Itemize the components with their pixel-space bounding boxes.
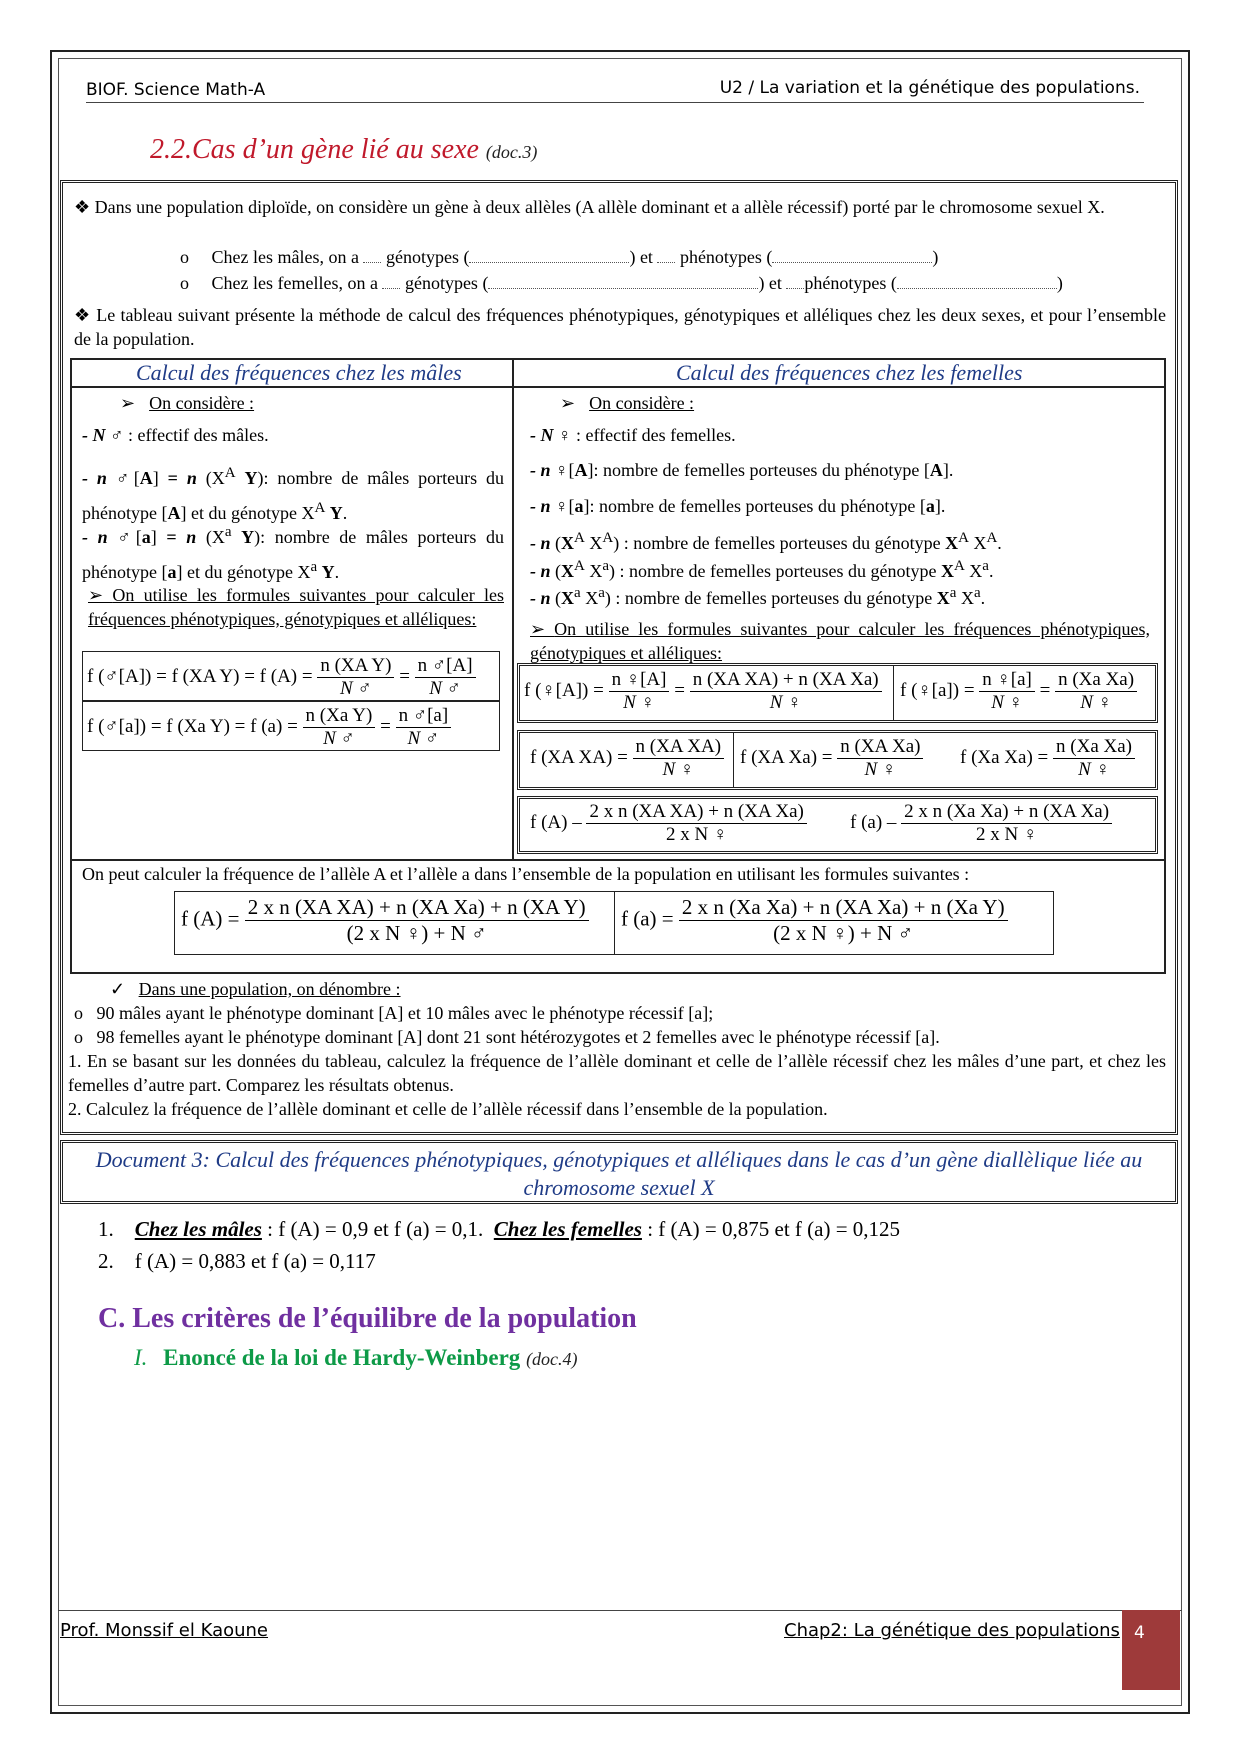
section-c-title: C. Les critères de l’équilibre de la population — [98, 1303, 637, 1334]
female-formula-allele-A — [530, 801, 807, 846]
formula-lhs: f (♂[a]) = f (Xa Y) = f (a) = — [87, 715, 298, 737]
formula-lhs: f (a) = — [621, 906, 674, 931]
females-def-3: - n ($X^A$ $X^A$) : nombre de femelles porteuses du génotype $X^A$ $X^A$. — [530, 530, 1002, 553]
formula-numerator: n (XA Xa) — [837, 736, 923, 759]
bullet-circle: o — [180, 247, 207, 267]
footer-divider — [58, 1610, 1182, 1611]
table-header-divider — [70, 386, 1166, 388]
formula-lhs: f (XA Xa) = — [740, 746, 833, 768]
formula-denominator: N ♀ — [1080, 692, 1112, 713]
females-genotypes-line — [180, 271, 1180, 295]
answer-2 — [98, 1249, 376, 1274]
females-phenotype-formulas — [517, 663, 1158, 723]
exercise-item-2 — [74, 1025, 940, 1049]
header-divider — [86, 102, 1144, 103]
formula-numerator: n ♀[a] — [979, 669, 1035, 692]
female-formula-allele-a — [850, 801, 1112, 846]
formula-lhs: f (a) – — [850, 811, 897, 833]
exercise-item-text: 98 femelles ayant le phénotype dominant [A] dont 21 sont hétérozygotes et 2 femelles avec le phénotype récessif [a]. — [96, 1027, 940, 1047]
answer-males-value: : f (A) = 0,9 et f (a) = 0,1. — [267, 1217, 484, 1241]
males-line-part: phénotypes ( — [679, 247, 773, 267]
blank-field[interactable] — [657, 248, 675, 263]
formula-fraction — [303, 705, 376, 750]
formula-denominator: N ♂ — [407, 728, 440, 749]
blank-field[interactable] — [469, 248, 629, 263]
blank-field[interactable] — [382, 274, 400, 289]
blank-field[interactable] — [488, 274, 758, 289]
females-formulas-intro-text: On utilise les formules suivantes pour calculer les fréquences phénotypiques, génotypiques et alléliques: — [530, 619, 1150, 663]
bullet-circle: o — [180, 273, 207, 293]
answer-females-value: : f (A) = 0,875 et f (a) = 0,125 — [647, 1217, 901, 1241]
section-title-text: 2.2.Cas d’un gène lié au sexe — [150, 134, 479, 165]
intro-text: ❖ Dans une population diploïde, on considère un gène à deux allèles (A allèle dominant et a allèle récessif) porté par le chromosome sexuel X. — [74, 197, 1105, 217]
answer-value: f (A) = 0,883 et f (a) = 0,117 — [134, 1249, 376, 1273]
males-def-a: - n ♂[a] = n ($X^a$ Y): nombre de mâles porteurs du phénotype [a] et du génotype $X^a$ Y. — [82, 524, 505, 582]
formula-divider — [614, 892, 615, 954]
formula-fraction — [679, 895, 1008, 946]
formula-denominator: (2 x N ♀) + N ♂ — [346, 921, 487, 945]
males-formula-a: f (♂[a]) = f (Xa Y) = f (a) = $\frac{\text{n (Xa Y)}}{N ♂}$ = $\frac{n ♂[a]}{N ♂}$ — [82, 701, 500, 751]
formula-numerator: n (XA Y) — [317, 655, 394, 678]
formula-denominator: N ♀ — [864, 759, 897, 780]
formula-fraction — [901, 801, 1112, 846]
males-line-part: ) — [932, 247, 939, 267]
table-intro: ❖ Le tableau suivant présente la méthode de calcul des fréquences phénotypiques, génotypiques et alléliques chez les deux sexes, et pour l’ensemble de la population. — [74, 305, 1166, 349]
males-consider: ➢ On considère : — [120, 393, 255, 413]
formula-fraction — [415, 655, 476, 700]
subtitle-number: I. — [134, 1345, 148, 1370]
females-consider-text: On considère : — [589, 393, 695, 413]
formula-numerator: n ♀[A] — [609, 669, 670, 692]
female-formula-a: f (♀[a]) = $\frac{n ♀[a]}{N ♀}$ = $\frac{\text{n (Xa Xa)}}{N ♀}$ — [900, 669, 1137, 714]
females-line-part: ) et — [758, 273, 782, 293]
formula-denominator: N ♀ — [991, 692, 1023, 713]
subtitle-text: Enoncé de la loi de Hardy-Weinberg — [163, 1345, 521, 1370]
formula-fraction — [317, 655, 394, 700]
exercise-item-1 — [74, 1001, 713, 1025]
formula-fraction — [1055, 669, 1137, 714]
answer-males-label: Chez les mâles — [134, 1217, 262, 1241]
females-line-part: Chez les femelles, on a — [211, 273, 378, 293]
footer-chapter: Chap2: La génétique des populations — [784, 1620, 1120, 1641]
formula-divider — [733, 733, 734, 787]
females-column-title: Calcul des fréquences chez les femelles — [676, 360, 1023, 385]
formula-denominator: (2 x N ♀) + N ♂ — [773, 921, 914, 945]
formula-lhs: f (XA XA) = — [530, 746, 628, 768]
formula-denominator: N ♀ — [769, 692, 802, 713]
males-formulas-intro: ➢ On utilise les formules suivantes pour calculer les fréquences phénotypiques, génotypiques et alléliques: — [88, 585, 504, 629]
formula-denominator: 2 x N ♀ — [976, 824, 1038, 845]
females-def-2: - n ♀[a]: nombre de femelles porteuses du phénotype [a]. — [530, 496, 946, 516]
document-caption: Document 3: Calcul des fréquences phénotypiques, génotypiques et alléliques dans le cas d’un gène diallèlique liée au chromosome sexuel X — [60, 1140, 1178, 1204]
males-consider-text: On considère : — [149, 393, 255, 413]
females-allele-formulas — [517, 796, 1158, 854]
formula-denominator: N ♀ — [623, 692, 655, 713]
formula-denominator: N ♂ — [340, 678, 372, 699]
formula-fraction — [396, 705, 452, 750]
question-1: 1. En se basant sur les données du tableau, calculez la fréquence de l’allèle dominant et celle de l’allèle récessif chez les mâles d’une part, et chez les femelles d’autre part. Comparez les résultats obtenus. — [68, 1051, 1166, 1095]
formula-lhs: f (♀[a]) = — [900, 679, 975, 701]
formula-fraction — [837, 736, 923, 781]
blank-field[interactable] — [772, 248, 932, 263]
formula-denominator: 2 x N ♀ — [666, 824, 728, 845]
table-column-divider — [512, 358, 514, 860]
answer-1 — [98, 1217, 900, 1242]
formula-fraction — [979, 669, 1035, 714]
females-genotype-formulas — [517, 730, 1158, 790]
section-title-ref: (doc.3) — [485, 142, 538, 162]
formula-lhs: f (Xa Xa) = — [960, 746, 1049, 768]
formula-numerator: n (XA XA) + n (XA Xa) — [690, 669, 882, 692]
header-right: U2 / La variation et la génétique des populations. — [719, 78, 1140, 98]
formula-numerator: n ♂[a] — [396, 705, 452, 728]
males-formula-A: f (♂[A]) = f (XA Y) = f (A) = $\frac{\text{n (XA Y)}}{N ♂}$ = $\frac{n ♂[A]}{N ♂}$ — [82, 651, 500, 701]
formula-numerator: 2 x n (XA XA) + n (XA Xa) — [586, 801, 806, 824]
blank-field[interactable] — [786, 274, 804, 289]
answer-number: 2. — [98, 1249, 114, 1273]
formula-fraction — [690, 669, 882, 714]
formula-fraction — [586, 801, 806, 846]
females-def-1: - n ♀[A]: nombre de femelles porteuses du phénotype [A]. — [530, 460, 954, 480]
formula-denominator: N ♀ — [662, 759, 695, 780]
males-formulas-intro-text: On utilise les formules suivantes pour calculer les fréquences phénotypiques, génotypiques et alléliques: — [88, 585, 504, 629]
population-formulas — [174, 891, 1054, 955]
section-c-subtitle — [134, 1345, 578, 1371]
exercise-check-text: Dans une population, on dénombre : — [138, 979, 401, 999]
population-formula-a — [621, 895, 1008, 946]
bullet-circle: o — [74, 1003, 97, 1023]
females-formulas-intro: ➢ On utilise les formules suivantes pour calculer les fréquences phénotypiques, génotypiques et alléliques: — [530, 619, 1150, 663]
formula-numerator: n (Xa Xa) — [1055, 669, 1137, 692]
formula-numerator: n (Xa Y) — [303, 705, 376, 728]
males-line-part: Chez les mâles, on a — [211, 247, 359, 267]
formula-lhs: f (A) – — [530, 811, 582, 833]
females-line-part: génotypes ( — [404, 273, 489, 293]
males-def-A: - n ♂[A] = n ($X^A$ Y): nombre de mâles porteurs du phénotype [A] et du génotype $X^A$ Y. — [82, 465, 505, 523]
header-left: BIOF. Science Math-A — [86, 80, 266, 100]
formula-fraction — [1053, 736, 1135, 781]
males-line-part: génotypes ( — [385, 247, 470, 267]
exercise-item-text: 90 mâles ayant le phénotype dominant [A] et 10 mâles avec le phénotype récessif [a]; — [96, 1003, 714, 1023]
female-formula-aa — [960, 736, 1135, 781]
check-icon: ✓ — [110, 979, 139, 999]
formula-lhs: f (♂[A]) = f (XA Y) = f (A) = — [87, 665, 313, 687]
blank-field[interactable] — [897, 274, 1057, 289]
blank-field[interactable] — [363, 248, 381, 263]
footer-author: Prof. Monssif el Kaoune — [60, 1620, 269, 1641]
females-consider: ➢ On considère : — [560, 393, 695, 413]
females-line-part: ) — [1056, 273, 1063, 293]
females-def-5: - n ($X^a$ $X^a$) : nombre de femelles porteuses du génotype $X^a$ $X^a$. — [530, 585, 986, 608]
formula-numerator: n (XA XA) — [633, 736, 725, 759]
females-line-part: phénotypes ( — [804, 273, 897, 293]
formula-fraction — [245, 895, 589, 946]
males-column-title: Calcul des fréquences chez les mâles — [136, 360, 462, 385]
formula-numerator: 2 x n (Xa Xa) + n (XA Xa) + n (Xa Y) — [679, 895, 1008, 921]
formula-lhs: f (A) = — [181, 906, 240, 931]
question-2: 2. Calculez la fréquence de l’allèle dominant et celle de l’allèle récessif dans l’ensemble de la population. — [68, 1099, 828, 1119]
formula-fraction — [633, 736, 725, 781]
formula-divider — [893, 666, 894, 720]
males-line-part: ) et — [629, 247, 653, 267]
female-formula-A: f (♀[A]) = $\frac{n ♀[A]}{N ♀}$ = $\frac{\text{n (XA XA) + n (XA Xa)}}{N ♀}$ — [524, 669, 882, 714]
formula-fraction — [609, 669, 670, 714]
answer-females-label: Chez les femelles — [493, 1217, 642, 1241]
females-def-4: - n ($X^A$ $X^a$) : nombre de femelles porteuses du génotype $X^A$ $X^a$. — [530, 558, 994, 581]
formula-numerator: n ♂[A] — [415, 655, 476, 678]
page-number: 4 — [1122, 1610, 1180, 1690]
males-genotypes-line — [180, 245, 1160, 269]
female-formula-Aa — [740, 736, 923, 781]
table-population-divider — [70, 859, 1166, 861]
bullet-circle: o — [74, 1027, 97, 1047]
formula-denominator: N ♂ — [429, 678, 461, 699]
exercise-check — [110, 977, 401, 1001]
formula-numerator: n (Xa Xa) — [1053, 736, 1135, 759]
formula-denominator: N ♀ — [1078, 759, 1110, 780]
population-text: On peut calculer la fréquence de l’allèle A et l’allèle a dans l’ensemble de la population en utilisant les formules suivantes : — [82, 864, 970, 884]
formula-denominator: N ♂ — [323, 728, 355, 749]
formula-numerator: 2 x n (XA XA) + n (XA Xa) + n (XA Y) — [245, 895, 589, 921]
section-title — [150, 134, 537, 166]
formula-numerator: 2 x n (Xa Xa) + n (XA Xa) — [901, 801, 1112, 824]
males-def-N: - N ♂ : effectif des mâles. — [82, 425, 269, 445]
formula-lhs: f (♀[A]) = — [524, 679, 604, 701]
females-def-0: - N ♀ : effectif des femelles. — [530, 425, 736, 445]
population-formula-A — [181, 895, 589, 946]
female-formula-AA — [530, 736, 724, 781]
subtitle-ref: (doc.4) — [526, 1349, 578, 1369]
answer-number: 1. — [98, 1217, 114, 1241]
